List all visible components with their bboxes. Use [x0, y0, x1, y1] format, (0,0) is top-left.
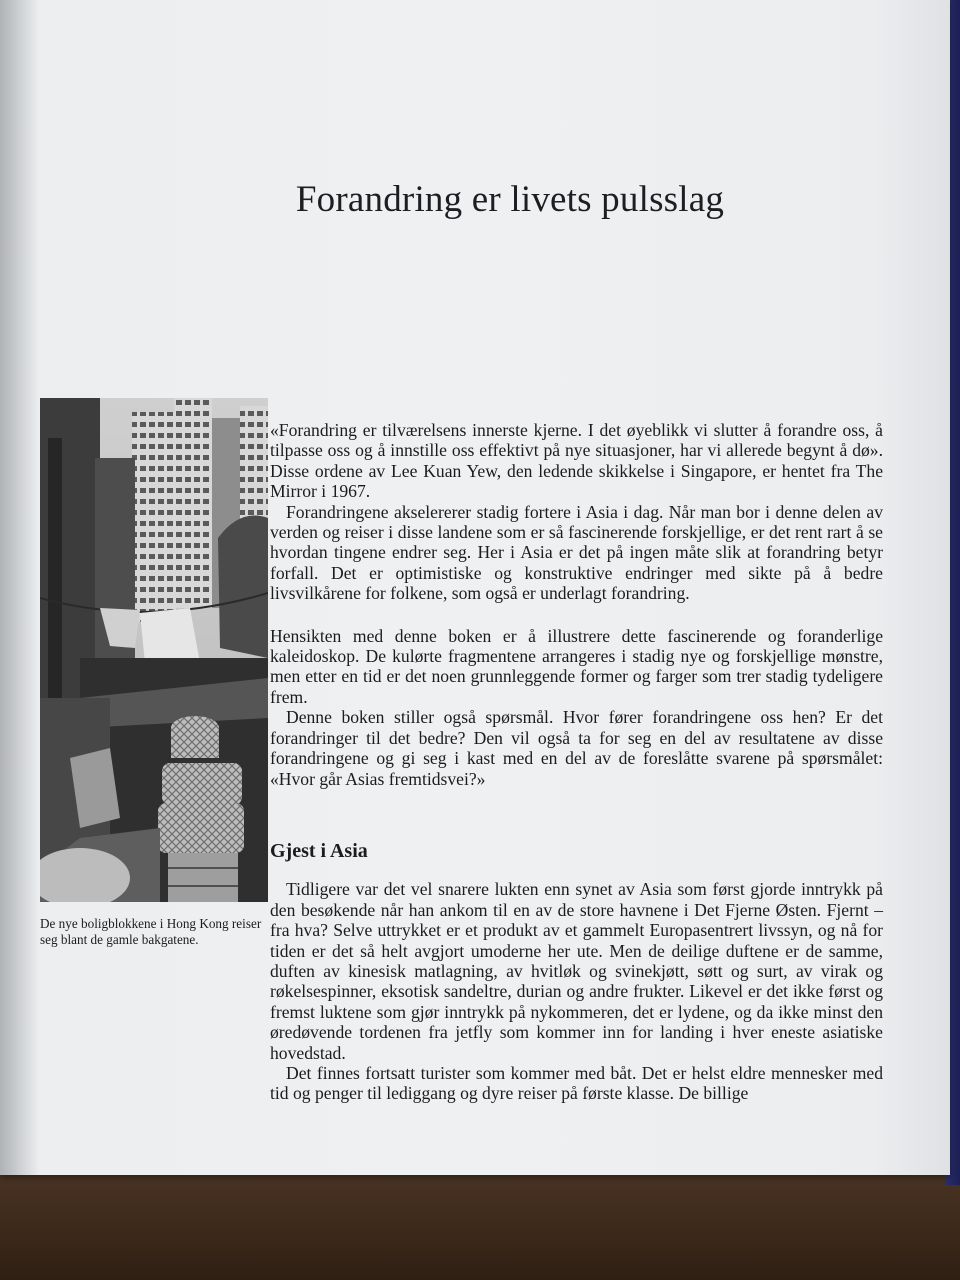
- photo-caption: De nye boligblokkene i Hong Kong reiser seg blant de gamle bakgatene.: [40, 916, 262, 947]
- spine-shadow: [0, 0, 40, 1175]
- body-text: [270, 420, 883, 1104]
- table-surface: [0, 1170, 960, 1280]
- intro-paragraph-2: Forandringene akselererer stadig fortere i Asia i dag. Når man bor i denne delen av verden og reiser i disse landene som er så fascinerende forskjellige, er det rent rart å se hvordan tingene endrer seg. Her i Asia er det på ingen måte slik at forandring betyr forfall. Det er optimistiske og konstruktive endringer med sikte på å bedre livsvilkårene for folkene, som også er underlagt forandring.: [270, 501, 883, 604]
- photo-illustration: [40, 398, 268, 902]
- intro-paragraph-3: Hensikten med denne boken er å illustrere dette fascinerende og foranderlige kaleidoskop. De kulørte fragmentene arrangeres i stadig nye og forskjellige mønstre, men etter en tid er det noen grunnleggende former og farger som trer stadig tydeligere frem.: [270, 625, 883, 707]
- section-paragraph-2: Det finnes fortsatt turister som kommer med båt. Det er helst eldre mennesker med tid og penger til lediggang og dyre reiser på første klasse. De billige: [270, 1062, 883, 1104]
- section-paragraph-1: Tidligere var det vel snarere lukten enn synet av Asia som først gjorde inntrykk på den besøkende når han ankom til en av de store havnene i Det Fjerne Østen. Fjernt – fra hva? Selve uttrykket er et produkt av et gammelt Europasentrert livssyn, og nå for tiden er det så helt avgjort umoderne her ute. Men de deilige duftene er de samme, duften av kinesisk matlagning, av hvitløk og svinekjøtt, søtt og surt, av virak og røkelsespinner, eksotisk sandeltre, durian og andre frukter. Likevel er det ikke først og fremst luktene som gjør inntrykk på nykommeren, det er lydene, og da ikke minst den øredøvende tordenen fra jetfly som kommer inn for landing i hver eneste asiatiske hovedstad.: [270, 879, 883, 1063]
- section-heading: Gjest i Asia: [270, 839, 368, 862]
- photo-hong-kong-backstreet: [40, 398, 268, 902]
- intro-paragraph-1: «Forandring er tilværelsens innerste kjerne. I det øyeblikk vi slutter å forandre oss, å tilpasse oss og å innstille oss effektivt på nye situasjoner, har vi allerede begynt å dø». Disse ordene av Lee Kuan Yew, den ledende skikkelse i Singapore, er hentet fra The Mirror i 1967.: [270, 420, 883, 502]
- intro-paragraph-4: Denne boken stiller også spørsmål. Hvor fører forandringene oss hen? Er det forandringer til det bedre? Den vil også ta for seg en del av resultatene av disse forandringene og gi seg i kast med en del av de foreslåtte svarene på spørsmålet: «Hvor går Asias fremtidsvei?»: [270, 707, 883, 789]
- page-title: Forandring er livets pulsslag: [295, 179, 725, 220]
